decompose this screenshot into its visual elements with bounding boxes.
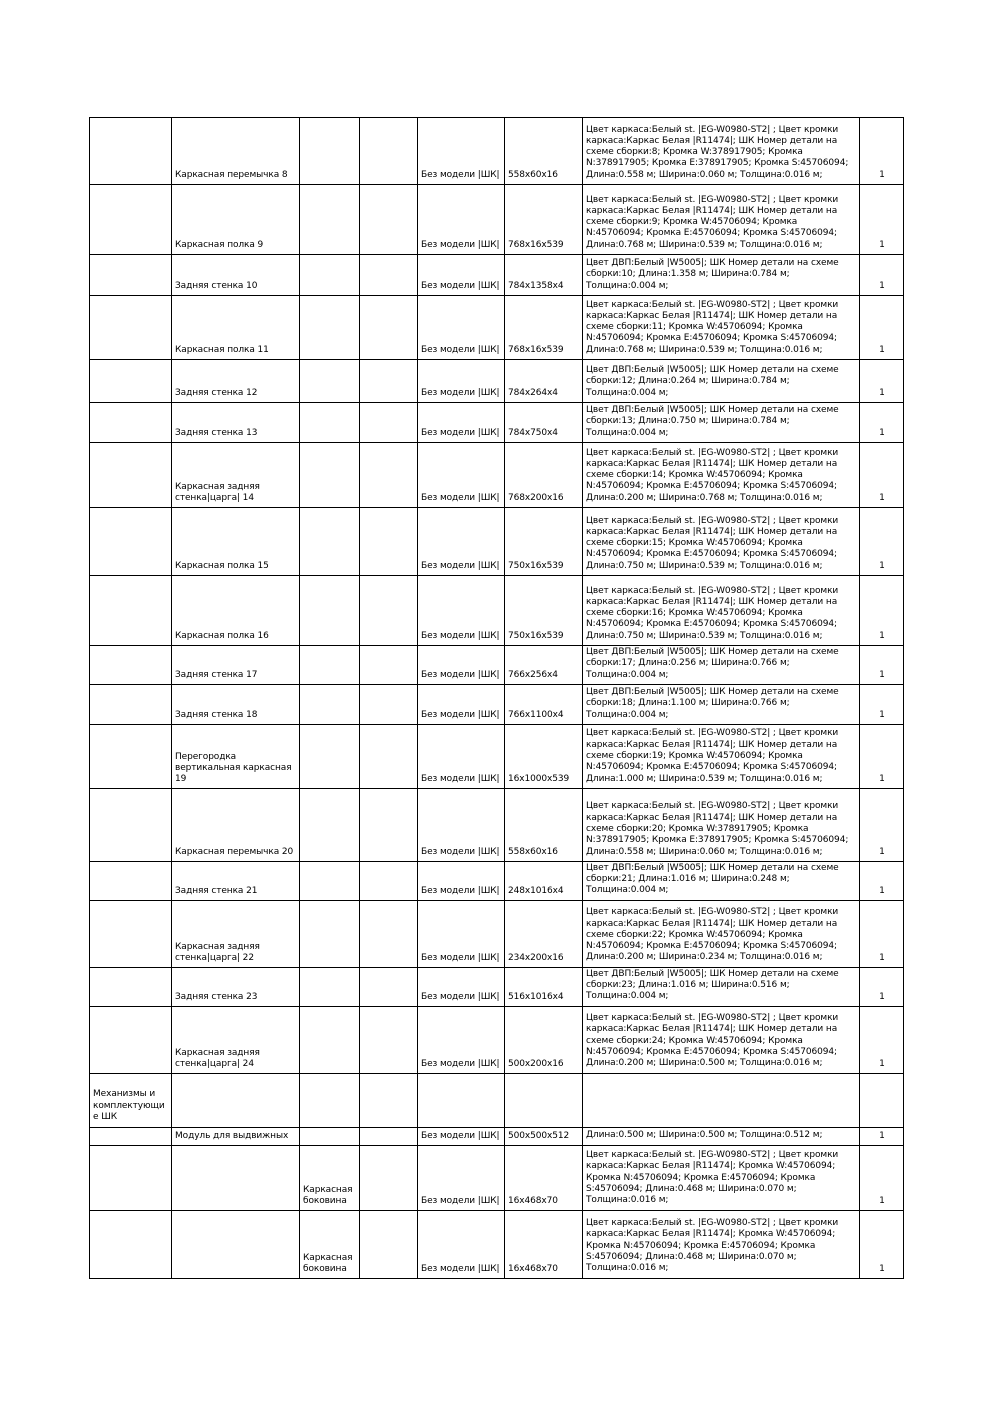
empty-cell	[360, 255, 418, 296]
group-cell	[90, 185, 172, 255]
model-cell: Без модели |ШК|	[418, 360, 505, 403]
description-cell: Длина:0.500 м; Ширина:0.500 м; Толщина:0.512 м;	[583, 1127, 860, 1145]
model-cell: Без модели |ШК|	[418, 296, 505, 360]
empty-cell	[360, 508, 418, 576]
description-cell: Цвет каркаса:Белый st. |EG-W0980-ST2| ; Цвет кромки каркаса:Каркас Белая |R11474|; ШК Номер детали на схеме сборки:20; Кромка W:378917905; Кромка N:378917905; Кромка E:378917905; Кромка S:45706094; Длина:0.558 м; Ширина:0.060 м; Толщина:0.016 м;	[583, 788, 860, 861]
dimensions-cell	[505, 1073, 583, 1127]
model-cell: Без модели |ШК|	[418, 724, 505, 788]
model-cell: Без модели |ШК|	[418, 443, 505, 508]
dimensions-cell: 234x200x16	[505, 900, 583, 967]
table-row	[90, 508, 904, 576]
part-subname-cell	[300, 724, 360, 788]
empty-cell	[360, 118, 418, 185]
part-subname-cell: Каркасная боковина	[300, 1145, 360, 1210]
dimensions-cell: 248x1016x4	[505, 861, 583, 900]
empty-cell	[360, 1073, 418, 1127]
qty-cell: 1	[860, 1145, 904, 1210]
specification-table-body	[90, 118, 904, 1279]
dimensions-cell: 16x1000x539	[505, 724, 583, 788]
part-subname-cell	[300, 255, 360, 296]
part-name-cell	[172, 1145, 300, 1210]
model-cell: Без модели |ШК|	[418, 403, 505, 443]
part-name-cell: Задняя стенка 10	[172, 255, 300, 296]
table-row	[90, 900, 904, 967]
qty-cell: 1	[860, 443, 904, 508]
qty-cell: 1	[860, 185, 904, 255]
group-cell	[90, 443, 172, 508]
part-name-cell: Модуль для выдвижных	[172, 1127, 300, 1145]
part-subname-cell	[300, 1127, 360, 1145]
qty-cell: 1	[860, 861, 904, 900]
part-subname-cell	[300, 360, 360, 403]
empty-cell	[360, 360, 418, 403]
dimensions-cell: 558x60x16	[505, 118, 583, 185]
dimensions-cell: 768x200x16	[505, 443, 583, 508]
qty-cell: 1	[860, 296, 904, 360]
empty-cell	[360, 443, 418, 508]
table-row	[90, 967, 904, 1006]
dimensions-cell: 766x256x4	[505, 646, 583, 685]
part-name-cell: Каркасная задняя стенка|царга| 24	[172, 1006, 300, 1073]
empty-cell	[360, 403, 418, 443]
description-cell: Цвет каркаса:Белый st. |EG-W0980-ST2| ; Цвет кромки каркаса:Каркас Белая |R11474|; ШК Номер детали на схеме сборки:15; Кромка W:45706094; Кромка N:45706094; Кромка E:45706094; Кромка S:45706094; Длина:0.750 м; Ширина:0.539 м; Толщина:0.016 м;	[583, 508, 860, 576]
part-name-cell: Задняя стенка 21	[172, 861, 300, 900]
table-row	[90, 403, 904, 443]
dimensions-cell: 784x750x4	[505, 403, 583, 443]
part-subname-cell	[300, 443, 360, 508]
part-name-cell: Задняя стенка 12	[172, 360, 300, 403]
part-name-cell: Задняя стенка 18	[172, 684, 300, 724]
table-row	[90, 443, 904, 508]
group-cell	[90, 1127, 172, 1145]
empty-cell	[360, 1145, 418, 1210]
description-cell: Цвет ДВП:Белый |W5005|; ШК Номер детали на схеме сборки:13; Длина:0.750 м; Ширина:0.784 м; Толщина:0.004 м;	[583, 403, 860, 443]
group-cell: Механизмы и комплектующие ШК	[90, 1073, 172, 1127]
part-subname-cell	[300, 900, 360, 967]
part-name-cell: Задняя стенка 13	[172, 403, 300, 443]
table-row	[90, 1127, 904, 1145]
table-row	[90, 1145, 904, 1210]
qty-cell: 1	[860, 255, 904, 296]
description-cell: Цвет ДВП:Белый |W5005|; ШК Номер детали на схеме сборки:12; Длина:0.264 м; Ширина:0.784 м; Толщина:0.004 м;	[583, 360, 860, 403]
table-row	[90, 724, 904, 788]
model-cell: Без модели |ШК|	[418, 861, 505, 900]
dimensions-cell: 784x264x4	[505, 360, 583, 403]
dimensions-cell: 16x468x70	[505, 1145, 583, 1210]
table-row	[90, 646, 904, 685]
table-row	[90, 788, 904, 861]
model-cell: Без модели |ШК|	[418, 646, 505, 685]
part-subname-cell	[300, 788, 360, 861]
part-name-cell: Каркасная перемычка 8	[172, 118, 300, 185]
group-cell	[90, 403, 172, 443]
group-cell	[90, 508, 172, 576]
description-cell: Цвет ДВП:Белый |W5005|; ШК Номер детали на схеме сборки:21; Длина:1.016 м; Ширина:0.248 м; Толщина:0.004 м;	[583, 861, 860, 900]
part-subname-cell	[300, 684, 360, 724]
description-cell: Цвет ДВП:Белый |W5005|; ШК Номер детали на схеме сборки:17; Длина:0.256 м; Ширина:0.766 м; Толщина:0.004 м;	[583, 646, 860, 685]
qty-cell: 1	[860, 900, 904, 967]
group-cell	[90, 576, 172, 646]
part-subname-cell	[300, 1073, 360, 1127]
part-name-cell: Каркасная полка 16	[172, 576, 300, 646]
model-cell: Без модели |ШК|	[418, 508, 505, 576]
model-cell: Без модели |ШК|	[418, 967, 505, 1006]
model-cell: Без модели |ШК|	[418, 1145, 505, 1210]
description-cell: Цвет ДВП:Белый |W5005|; ШК Номер детали на схеме сборки:18; Длина:1.100 м; Ширина:0.766 м; Толщина:0.004 м;	[583, 684, 860, 724]
empty-cell	[360, 185, 418, 255]
model-cell: Без модели |ШК|	[418, 684, 505, 724]
table-row	[90, 360, 904, 403]
group-cell	[90, 1210, 172, 1278]
specification-sheet	[89, 117, 904, 1279]
empty-cell	[360, 900, 418, 967]
description-cell: Цвет каркаса:Белый st. |EG-W0980-ST2| ; Цвет кромки каркаса:Каркас Белая |R11474|; ШК Номер детали на схеме сборки:24; Кромка W:45706094; Кромка N:45706094; Кромка E:45706094; Кромка S:45706094; Длина:0.200 м; Ширина:0.500 м; Толщина:0.016 м;	[583, 1006, 860, 1073]
group-cell	[90, 967, 172, 1006]
part-subname-cell	[300, 185, 360, 255]
qty-cell: 1	[860, 684, 904, 724]
table-row	[90, 684, 904, 724]
part-subname-cell	[300, 508, 360, 576]
model-cell: Без модели |ШК|	[418, 1210, 505, 1278]
group-cell	[90, 1006, 172, 1073]
model-cell: Без модели |ШК|	[418, 788, 505, 861]
model-cell: Без модели |ШК|	[418, 185, 505, 255]
group-cell	[90, 360, 172, 403]
model-cell: Без модели |ШК|	[418, 118, 505, 185]
model-cell	[418, 1073, 505, 1127]
part-name-cell: Каркасная полка 15	[172, 508, 300, 576]
empty-cell	[360, 1006, 418, 1073]
empty-cell	[360, 724, 418, 788]
group-cell	[90, 296, 172, 360]
part-subname-cell	[300, 1006, 360, 1073]
part-name-cell: Задняя стенка 17	[172, 646, 300, 685]
group-cell	[90, 1145, 172, 1210]
qty-cell: 1	[860, 403, 904, 443]
qty-cell: 1	[860, 788, 904, 861]
empty-cell	[360, 788, 418, 861]
qty-cell: 1	[860, 724, 904, 788]
dimensions-cell: 16x468x70	[505, 1210, 583, 1278]
part-subname-cell	[300, 861, 360, 900]
group-cell	[90, 118, 172, 185]
qty-cell: 1	[860, 967, 904, 1006]
part-subname-cell	[300, 118, 360, 185]
part-name-cell	[172, 1073, 300, 1127]
dimensions-cell: 766x1100x4	[505, 684, 583, 724]
qty-cell: 1	[860, 576, 904, 646]
description-cell: Цвет каркаса:Белый st. |EG-W0980-ST2| ; Цвет кромки каркаса:Каркас Белая |R11474|; ШК Номер детали на схеме сборки:9; Кромка W:45706094; Кромка N:45706094; Кромка E:45706094; Кромка S:45706094; Длина:0.768 м; Ширина:0.539 м; Толщина:0.016 м;	[583, 185, 860, 255]
empty-cell	[360, 861, 418, 900]
group-cell	[90, 900, 172, 967]
table-row	[90, 1006, 904, 1073]
empty-cell	[360, 1127, 418, 1145]
description-cell: Цвет каркаса:Белый st. |EG-W0980-ST2| ; Цвет кромки каркаса:Каркас Белая |R11474|; Кромка W:45706094; Кромка N:45706094; Кромка E:45706094; Кромка S:45706094; Длина:0.468 м; Ширина:0.070 м; Толщина:0.016 м;	[583, 1210, 860, 1278]
part-subname-cell	[300, 646, 360, 685]
model-cell: Без модели |ШК|	[418, 1127, 505, 1145]
dimensions-cell: 558x60x16	[505, 788, 583, 861]
part-name-cell: Перегородка вертикальная каркасная 19	[172, 724, 300, 788]
qty-cell: 1	[860, 360, 904, 403]
table-row	[90, 185, 904, 255]
part-subname-cell: Каркасная боковина	[300, 1210, 360, 1278]
qty-cell: 1	[860, 1127, 904, 1145]
group-cell	[90, 646, 172, 685]
empty-cell	[360, 296, 418, 360]
empty-cell	[360, 967, 418, 1006]
description-cell: Цвет каркаса:Белый st. |EG-W0980-ST2| ; Цвет кромки каркаса:Каркас Белая |R11474|; ШК Номер детали на схеме сборки:14; Кромка W:45706094; Кромка N:45706094; Кромка E:45706094; Кромка S:45706094; Длина:0.200 м; Ширина:0.768 м; Толщина:0.016 м;	[583, 443, 860, 508]
table-row	[90, 861, 904, 900]
qty-cell: 1	[860, 1006, 904, 1073]
qty-cell: 1	[860, 508, 904, 576]
part-name-cell: Каркасная полка 11	[172, 296, 300, 360]
model-cell: Без модели |ШК|	[418, 576, 505, 646]
dimensions-cell: 768x16x539	[505, 185, 583, 255]
qty-cell: 1	[860, 118, 904, 185]
qty-cell	[860, 1073, 904, 1127]
table-row	[90, 296, 904, 360]
group-cell	[90, 861, 172, 900]
qty-cell: 1	[860, 1210, 904, 1278]
dimensions-cell: 768x16x539	[505, 296, 583, 360]
description-cell: Цвет каркаса:Белый st. |EG-W0980-ST2| ; Цвет кромки каркаса:Каркас Белая |R11474|; ШК Номер детали на схеме сборки:19; Кромка W:45706094; Кромка N:45706094; Кромка E:45706094; Кромка S:45706094; Длина:1.000 м; Ширина:0.539 м; Толщина:0.016 м;	[583, 724, 860, 788]
qty-cell: 1	[860, 646, 904, 685]
dimensions-cell: 750x16x539	[505, 576, 583, 646]
description-cell: Цвет каркаса:Белый st. |EG-W0980-ST2| ; Цвет кромки каркаса:Каркас Белая |R11474|; ШК Номер детали на схеме сборки:22; Кромка W:45706094; Кромка N:45706094; Кромка E:45706094; Кромка S:45706094; Длина:0.200 м; Ширина:0.234 м; Толщина:0.016 м;	[583, 900, 860, 967]
model-cell: Без модели |ШК|	[418, 900, 505, 967]
group-cell	[90, 255, 172, 296]
description-cell: Цвет каркаса:Белый st. |EG-W0980-ST2| ; Цвет кромки каркаса:Каркас Белая |R11474|; Кромка W:45706094; Кромка N:45706094; Кромка E:45706094; Кромка S:45706094; Длина:0.468 м; Ширина:0.070 м; Толщина:0.016 м;	[583, 1145, 860, 1210]
description-cell: Цвет ДВП:Белый |W5005|; ШК Номер детали на схеме сборки:23; Длина:1.016 м; Ширина:0.516 м; Толщина:0.004 м;	[583, 967, 860, 1006]
dimensions-cell: 750x16x539	[505, 508, 583, 576]
table-row	[90, 576, 904, 646]
part-subname-cell	[300, 967, 360, 1006]
description-cell: Цвет каркаса:Белый st. |EG-W0980-ST2| ; Цвет кромки каркаса:Каркас Белая |R11474|; ШК Номер детали на схеме сборки:16; Кромка W:45706094; Кромка N:45706094; Кромка E:45706094; Кромка S:45706094; Длина:0.750 м; Ширина:0.539 м; Толщина:0.016 м;	[583, 576, 860, 646]
empty-cell	[360, 646, 418, 685]
part-subname-cell	[300, 576, 360, 646]
part-subname-cell	[300, 296, 360, 360]
specification-table	[89, 117, 904, 1279]
model-cell: Без модели |ШК|	[418, 1006, 505, 1073]
table-row	[90, 118, 904, 185]
description-cell	[583, 1073, 860, 1127]
table-row	[90, 1073, 904, 1127]
description-cell: Цвет каркаса:Белый st. |EG-W0980-ST2| ; Цвет кромки каркаса:Каркас Белая |R11474|; ШК Номер детали на схеме сборки:8; Кромка W:378917905; Кромка N:378917905; Кромка E:378917905; Кромка S:45706094; Длина:0.558 м; Ширина:0.060 м; Толщина:0.016 м;	[583, 118, 860, 185]
group-cell	[90, 684, 172, 724]
empty-cell	[360, 1210, 418, 1278]
dimensions-cell: 500x500x512	[505, 1127, 583, 1145]
group-cell	[90, 724, 172, 788]
empty-cell	[360, 684, 418, 724]
description-cell: Цвет каркаса:Белый st. |EG-W0980-ST2| ; Цвет кромки каркаса:Каркас Белая |R11474|; ШК Номер детали на схеме сборки:11; Кромка W:45706094; Кромка N:45706094; Кромка E:45706094; Кромка S:45706094; Длина:0.768 м; Ширина:0.539 м; Толщина:0.016 м;	[583, 296, 860, 360]
part-name-cell: Задняя стенка 23	[172, 967, 300, 1006]
part-name-cell: Каркасная полка 9	[172, 185, 300, 255]
empty-cell	[360, 576, 418, 646]
table-row	[90, 255, 904, 296]
group-cell	[90, 788, 172, 861]
part-name-cell: Каркасная перемычка 20	[172, 788, 300, 861]
model-cell: Без модели |ШК|	[418, 255, 505, 296]
part-name-cell: Каркасная задняя стенка|царга| 22	[172, 900, 300, 967]
dimensions-cell: 784x1358x4	[505, 255, 583, 296]
part-subname-cell	[300, 403, 360, 443]
dimensions-cell: 516x1016x4	[505, 967, 583, 1006]
dimensions-cell: 500x200x16	[505, 1006, 583, 1073]
table-row	[90, 1210, 904, 1278]
description-cell: Цвет ДВП:Белый |W5005|; ШК Номер детали на схеме сборки:10; Длина:1.358 м; Ширина:0.784 м; Толщина:0.004 м;	[583, 255, 860, 296]
part-name-cell: Каркасная задняя стенка|царга| 14	[172, 443, 300, 508]
part-name-cell	[172, 1210, 300, 1278]
